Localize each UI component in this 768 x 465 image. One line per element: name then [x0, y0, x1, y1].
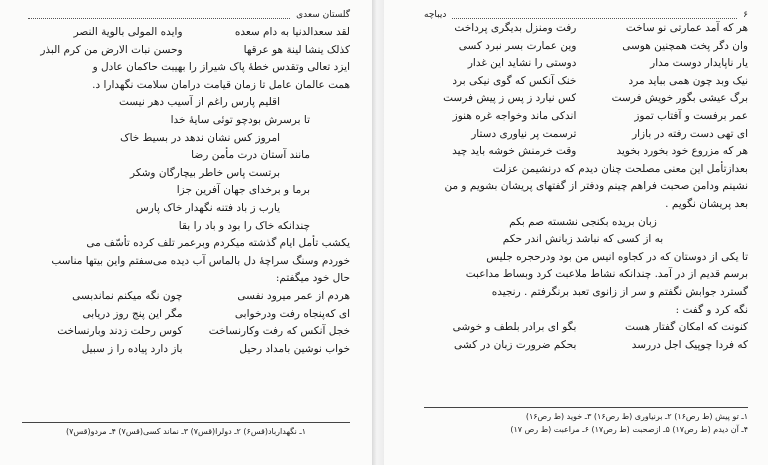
footnote-rule	[424, 407, 748, 408]
verse-couplet	[418, 319, 748, 337]
verse-couplet	[418, 126, 748, 144]
right-footnotes	[424, 410, 748, 436]
verse-line: چندانکه خاک را بود و باد را بقا	[178, 219, 310, 232]
verse-hemistich-left: بحکم ضرورت زبان در کشی	[454, 338, 577, 351]
verse-couplet	[418, 38, 748, 56]
verse-hemistich-right: وان دگر پخت همچنین هوسی	[622, 39, 748, 52]
verse-hemistich-left: خنک آنکس که گوی نیکی برد	[452, 74, 577, 87]
book-gutter	[372, 0, 384, 465]
verse-hemistich-right: که فردا چوپیک اجل دررسد	[631, 338, 748, 351]
verse-hemistich-left: کس نیارد ز پس ز پیش فرست	[443, 92, 577, 105]
prose-line: گسترد جوابش نگفتم و سر از زانوی تعبد برنگرفتم . رنجیده	[491, 285, 748, 298]
prose-line: حال خود میگفتم:	[275, 272, 350, 285]
prose-line: بعدازتأمل این معنی مصلحت چنان دیدم که درنشیمن عزلت	[492, 162, 748, 175]
prose-line: برسم قدیم از در آمد. چندانکه نشاط ملاعبت کرد وبساط مداعبت	[465, 268, 748, 281]
verse-hemistich-right: خواب نوشین بامداد رحیل	[239, 342, 350, 355]
verse-line: به از کسی که نباشد زبانش اندر حکم	[502, 233, 664, 246]
header-rule	[452, 12, 737, 19]
verse-hemistich-right: عمر برفست و آفتاب تموز	[634, 109, 748, 122]
verse-line: زبان بریده بکنجی نشسته صم بکم	[509, 215, 657, 228]
verse-couplet	[28, 24, 350, 42]
left-page-text	[28, 24, 350, 358]
verse-couplet	[28, 288, 350, 306]
verse-hemistich-left: وایده المولی بالویة النصر	[73, 26, 183, 38]
verse-hemistich-right: ای تهی دست رفته در بازار	[632, 127, 748, 140]
verse-couplet	[28, 306, 350, 324]
verse-hemistich-left: وین عمارت بسر نبرد کسی	[458, 39, 577, 52]
verse-line: برتست پاس خاطر بیچارگان وشکر	[130, 166, 280, 179]
left-page-header	[22, 8, 350, 22]
prose-line: همت عالمان عامل تا زمان قیامت درامان سلامت نگهدارا د.	[92, 78, 350, 91]
verse-hemistich-left: چون نگه میکنم نماندبسی	[72, 289, 183, 302]
footnote-rule	[22, 422, 350, 423]
verse-line: اقلیم پارس راغم از آسیب دهر نیست	[118, 96, 280, 109]
verse-hemistich-right: خجل آنکس که رفت وکارنساخت	[208, 325, 350, 338]
prose-line: بعد پریشان نگویم .	[665, 197, 748, 210]
verse-couplet	[418, 55, 748, 73]
verse-couplet	[28, 42, 350, 60]
verse-line: تا برسرش بودچو توئی سایهٔ خدا	[170, 113, 310, 126]
footnote-line: ۱ـ نگهدارباد(قس۶) ۲ـ دولرا(قس۷) ۳ـ نماند کسی(قس۷) ۴ـ مردو(قس۷)	[66, 427, 306, 436]
header-rule	[28, 12, 290, 19]
footnote-line: ۱ـ تو پیش (ط رص۱۶) ۲ـ برنیاوری (ط رص۱۶) ۳ـ خوید (ط رص۱۶)	[525, 412, 748, 421]
verse-line: یارب ز باد فتنه نگهدار خاک پارس	[135, 201, 280, 214]
verse-hemistich-right: ای که‌پنجاه رفت ودرخوابی	[234, 307, 350, 320]
verse-hemistich-left: ترسمت پر نیاوری دستار	[471, 127, 577, 140]
prose-line: نگه کرد و گفت :	[675, 303, 748, 316]
verse-hemistich-right: هر که مزروع خود بخورد بخوید	[616, 145, 748, 158]
verse-couplet	[28, 341, 350, 359]
verse-hemistich-left: باز دارد پیاده را ز سبیل	[81, 342, 183, 355]
right-page-text	[418, 20, 748, 354]
verse-hemistich-right: کنونت که امکان گفتار هست	[624, 321, 748, 334]
left-page	[0, 0, 372, 465]
footnote-line: ۴ـ آن دیدم (ط رص۱۷) ۵ـ ازصحبت (ط رص۱۷) ۶ـ مراعبت (ط رص ۱۷)	[510, 425, 748, 434]
prose-line: یکشب تأمل ایام گذشته میکردم وبرعمر تلف کرده تأسّف می	[86, 237, 350, 250]
verse-couplet	[418, 20, 748, 38]
verse-hemistich-right: یار ناپایدار دوست مدار	[650, 57, 748, 70]
verse-hemistich-right: نیک وبد چون همی بباید مرد	[628, 74, 748, 87]
page-number: ۶	[743, 10, 748, 20]
verse-couplet	[418, 108, 748, 126]
verse-couplet	[418, 73, 748, 91]
verse-line: برما و برخدای جهان آفرین جزا	[176, 184, 310, 197]
verse-hemistich-right: کذلک ینشا لینة هو عرقها	[243, 43, 350, 56]
verse-hemistich-right: هر که آمد عمارتی نو ساخت	[625, 22, 748, 34]
verse-couplet	[28, 323, 350, 341]
verse-couplet	[418, 90, 748, 108]
verse-hemistich-left: وقت خرمنش خوشه باید چید	[452, 145, 577, 158]
verse-hemistich-right: لقد سعدالدنیا به دام سعده	[234, 26, 350, 38]
verse-couplet	[418, 337, 748, 355]
prose-line: نشینم ودامن صحبت فراهم چینم ودفتر از گفتهای پریشان بشویم و من	[444, 180, 748, 193]
verse-hemistich-right: هردم از عمر میرود نفسی	[237, 289, 350, 302]
verse-hemistich-right: برگ عیشی بگور خویش فرست	[611, 92, 748, 105]
right-page	[384, 0, 768, 465]
prose-line: خوردم وسنگ سراچهٔ دل بالماس آب دیده می‌سفتم واین بیتها مناسب	[51, 254, 350, 267]
section-title: دیباچه	[424, 10, 447, 20]
left-footnotes	[22, 425, 350, 438]
verse-line: مانند آستان درت مأمن رضا	[191, 149, 310, 162]
verse-hemistich-left: مگر این پنج روز دریابی	[82, 307, 183, 320]
verse-hemistich-left: وحسن نبات الارض من کرم البذر	[40, 43, 183, 56]
verse-hemistich-left: رفت ومنزل بدیگری پرداخت	[454, 22, 577, 34]
verse-hemistich-left: بگو ای برادر بلطف و خوشی	[452, 321, 577, 334]
prose-line: ایزد تعالی وتقدس خطهٔ پاک شیراز را بهیبت حاکمان عادل و	[92, 61, 350, 74]
verse-line: امروز کس نشان ندهد در بسیط خاک	[120, 131, 280, 144]
book-title: گلستان سعدی	[296, 10, 350, 20]
verse-hemistich-left: کوس رحلت زدند وبارنساخت	[57, 325, 183, 338]
verse-hemistich-left: دوستی را نشاید این غدار	[467, 57, 577, 70]
prose-line: تا یکی از دوستان که در کجاوه انیس من بود ودرحجره جلیس	[486, 250, 748, 263]
verse-hemistich-left: اندکی ماند وخواجه غره هنوز	[452, 109, 577, 122]
verse-couplet	[418, 143, 748, 161]
